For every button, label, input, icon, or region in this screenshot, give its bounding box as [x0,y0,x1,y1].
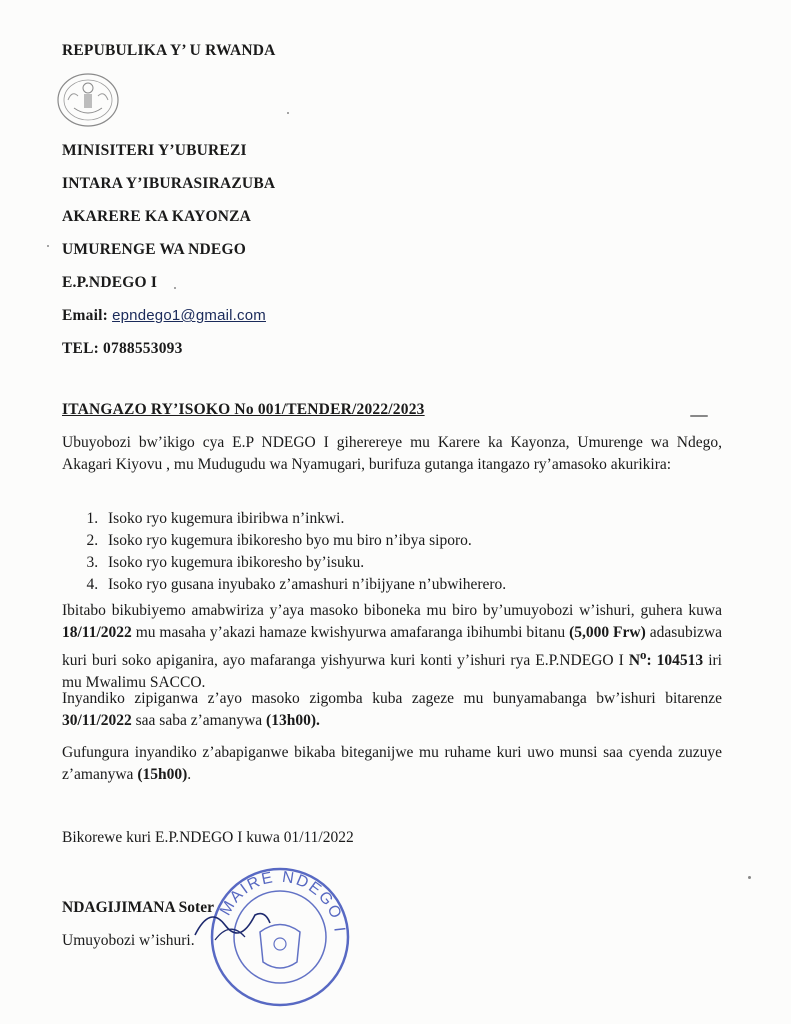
list-item: 1. Isoko ryo kugemura ibiribwa n’inkwi. [102,508,506,530]
start-date: 18/11/2022 [62,624,132,641]
list-item: 2. Isoko ryo kugemura ibikoresho byo mu biro n’ibya siporo. [102,530,506,552]
coat-of-arms-icon [54,70,122,130]
deadline-time: (13h00). [266,712,320,729]
email-link[interactable]: epndego1@gmail.com [112,307,266,324]
scan-speck [748,876,751,879]
tender-list [62,508,506,596]
signer-name: NDAGIJIMANA Soter [62,899,214,916]
notice-title: ITANGAZO RY’ISOKO No 001/TENDER/2022/2023 [62,401,425,418]
sector-heading: UMURENGE WA NDEGO [62,241,246,258]
email-line [62,307,266,325]
deadline-date: 30/11/2022 [62,712,132,729]
documents-paragraph: Ibitabo bikubiyemo amabwiriza y’aya masoko biboneka mu biro by’umuyobozi w’ishuri, guhera kuwa 18/11/2022 mu masaha y’akazi hamaze kwishyurwa amafaranga ibihumbi bitanu (5,000 Frw) adasubizwa kuri buri soko apiganira, ayo mafaranga yishyurwa kuri konti y’ishuri rya E.P.NDEGO I $N^o$: 104513 iri mu Mwalimu SACCO. [62,602,722,692]
svg-text:MAIRE NDEGO I: MAIRE NDEGO I [217,868,348,935]
opening-time: (15h00) [137,766,188,783]
closing-line: Bikorewe kuri E.P.NDEGO I kuwa 01/11/2022 [62,829,354,846]
list-item: 4. Isoko ryo gusana inyubako z’amashuri n’ibijyane n’ubwiherero. [102,574,506,596]
opening-paragraph: Gufungura inyandiko z’abapiganwe bikaba biteganijwe mu ruhame kuri uwo munsi saa cyenda zuzuye z’amanywa (15h00). [62,744,722,783]
intro-paragraph: Ubuyobozi bw’ikigo cya E.P NDEGO I giherereye mu Karere ka Kayonza, Umurenge wa Ndego, Akagari Kiyovu , mu Mudugudu wa Nyamugari, burifuza gutanga itangazo ry’amasoko akurikira: [62,434,722,473]
account-label: $N^o$: 104513 [628,647,704,670]
signer-role: Umuyobozi w’ishuri. [62,932,195,949]
list-item: 3. Isoko ryo kugemura ibikoresho by’isuku. [102,552,506,574]
deadline-paragraph: Inyandiko zipiganwa z’ayo masoko zigomba kuba zageze mu bunyamabanga bw’ishuri bitarenze 30/11/2022 saa saba z’amanywa (13h00). [62,690,722,729]
ministry-heading: MINISITERI Y’UBUREZI [62,142,247,159]
province-heading: INTARA Y’IBURASIRAZUBA [62,175,276,192]
school-heading: E.P.NDEGO I [62,274,158,291]
fee-amount: (5,000 Frw) [569,624,646,641]
scan-speck [174,287,176,289]
district-heading: AKARERE KA KAYONZA [62,208,252,225]
scan-speck [47,245,49,247]
scan-speck [690,415,708,417]
country-heading: REPUBULIKA Y’ U RWANDA [62,42,276,59]
email-label: Email: [62,307,108,324]
scan-speck [287,112,289,114]
tel-line: TEL: 0788553093 [62,340,183,357]
